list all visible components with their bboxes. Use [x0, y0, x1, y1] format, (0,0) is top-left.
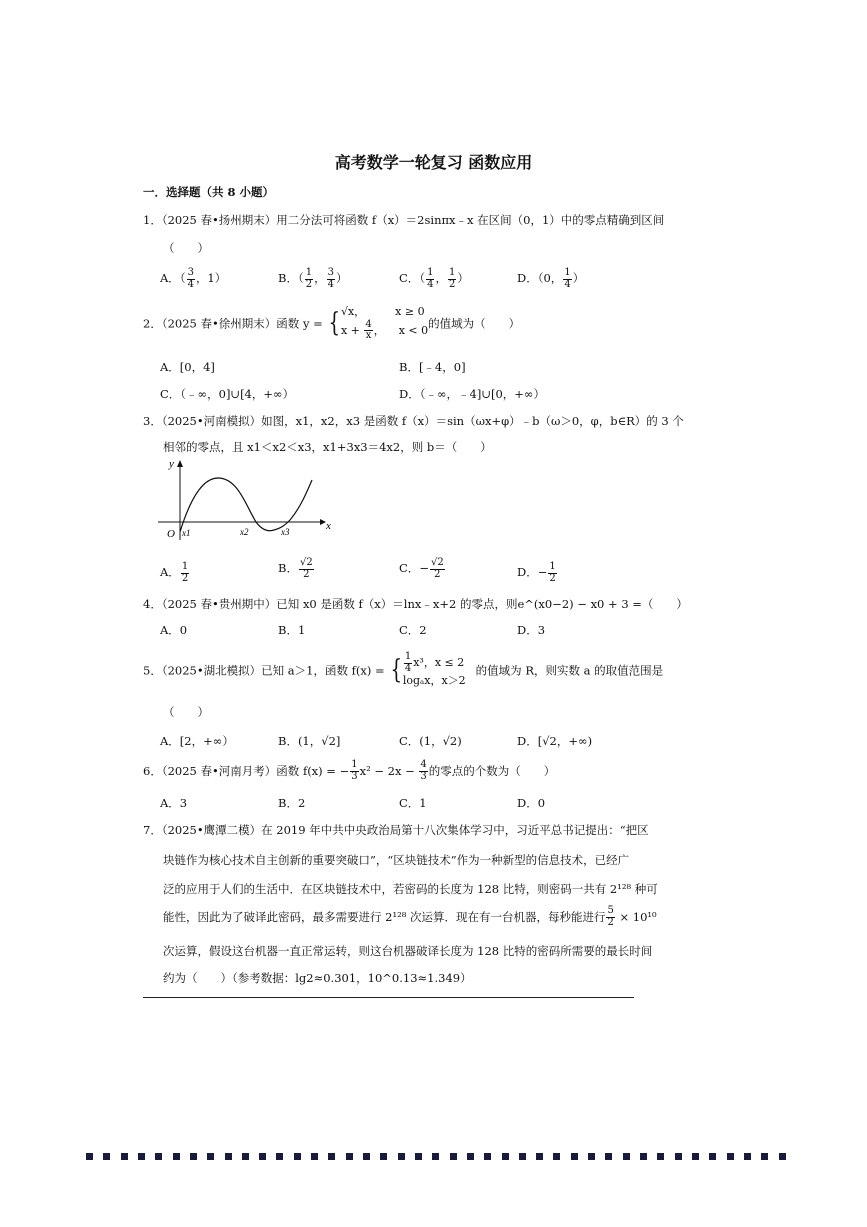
footer-dot	[605, 1153, 612, 1160]
footer-dot	[467, 1153, 474, 1160]
question-1-stem	[143, 212, 664, 228]
q1-blank: （ ）	[163, 241, 209, 255]
footer-dot	[207, 1153, 214, 1160]
footer-dot	[709, 1153, 716, 1160]
q3-stem-line-2: 相邻的零点，且 x1＜x2＜x3，x1+3x3＝4x2，则 b＝（ ）	[163, 440, 492, 454]
footer-dot	[328, 1153, 335, 1160]
footer-dot	[398, 1153, 405, 1160]
x1-label: x1	[182, 528, 191, 538]
footer-dot	[536, 1153, 543, 1160]
page-title: 高考数学一轮复习 函数应用	[334, 153, 533, 172]
q7-line-6: 约为（ ）（参考数据：lg2≈0.301，10^0.13≈1.349）	[163, 971, 472, 985]
x2-label: x2	[240, 527, 249, 537]
footer-dot	[761, 1153, 768, 1160]
footer-dot	[450, 1153, 457, 1160]
footer-dot	[155, 1153, 162, 1160]
q2-option-d[interactable]: D．（﹣∞，﹣4]∪[0，+∞）	[399, 387, 546, 401]
q1-option-a[interactable]: A．（ $\frac{3}{4}$ ，1）	[160, 267, 227, 290]
q4-option-c[interactable]: C．2	[399, 623, 427, 637]
x-axis-label: x	[326, 520, 331, 532]
q5-blank: （ ）	[163, 705, 209, 719]
footer-dot	[225, 1153, 232, 1160]
question-2-stem: 2．（2025 春•徐州期末）函数 y = { √x， x ≥ 0 x + $\frac{4}{x}$ ， x < 0 的值域为（ ）	[143, 305, 521, 342]
q7-line-5: 次运算，假设这台机器一直正常运转，则这台机器破译长度为 128 比特的密码所需要的最长时间	[163, 944, 653, 958]
footer-dot	[727, 1153, 734, 1160]
footer-dot	[744, 1153, 751, 1160]
q5-option-c[interactable]: C．(1，√2)	[399, 734, 462, 748]
x3-label: x3	[281, 527, 290, 537]
sine-curve	[180, 478, 312, 532]
q3-option-d[interactable]: D．− $\frac{1}{2}$	[517, 561, 556, 584]
q3-sine-graph	[150, 456, 335, 548]
footer-dot	[502, 1153, 509, 1160]
footer-dot	[415, 1153, 422, 1160]
footer-dot	[346, 1153, 353, 1160]
footer-dot	[571, 1153, 578, 1160]
footer-dot	[138, 1153, 145, 1160]
question-7-stem: 7．（2025•鹰潭二模）在 2019 年中共中央政治局第十八次集体学习中，习近平总书记提出：“把区	[143, 823, 649, 837]
footer-dot	[380, 1153, 387, 1160]
origin-label: O	[167, 528, 175, 540]
q3-option-a[interactable]: A． $\frac{1}{2}$	[160, 561, 189, 584]
footer-dot	[86, 1153, 93, 1160]
y-axis-label: y	[169, 458, 174, 470]
q4-option-a[interactable]: A．0	[160, 623, 188, 637]
q1-option-c[interactable]: C．（ $\frac{1}{4}$ ， $\frac{1}{2}$ ）	[399, 267, 469, 290]
q6-option-a[interactable]: A．3	[160, 796, 188, 810]
q3-option-c[interactable]: C．− $\frac{√2}{2}$	[399, 557, 444, 580]
footer-dot	[519, 1153, 526, 1160]
footer-dot-border	[86, 1153, 786, 1161]
footer-dot	[623, 1153, 630, 1160]
q2-option-a[interactable]: A．[0，4]	[160, 360, 215, 374]
footer-dot	[588, 1153, 595, 1160]
q5-option-a[interactable]: A．[2，+∞）	[160, 734, 234, 748]
q5-option-d[interactable]: D．[√2，+∞)	[517, 734, 593, 748]
footer-dot	[121, 1153, 128, 1160]
footer-dot	[363, 1153, 370, 1160]
footer-dot	[103, 1153, 110, 1160]
section-heading: 一．选择题（共 8 小题）	[143, 185, 275, 199]
q4-option-b[interactable]: B．1	[278, 623, 306, 637]
q6-option-d[interactable]: D．0	[517, 796, 546, 810]
q4-option-d[interactable]: D．3	[517, 623, 546, 637]
question-5-stem: 5．（2025•湖北模拟）已知 a＞1，函数 f(x) = { $\frac{1}{4}$ x³，x ≤ 2 logₐx，x＞2 的值域为 R，则实数 a 的取值范围是	[143, 651, 664, 687]
footer-dot	[779, 1153, 786, 1160]
footer-dot	[432, 1153, 439, 1160]
q5-option-b[interactable]: B．(1，√2]	[278, 734, 341, 748]
footer-dot	[259, 1153, 266, 1160]
footer-dot	[311, 1153, 318, 1160]
footer-dot	[675, 1153, 682, 1160]
question-4-stem: 4．（2025 春•贵州期中）已知 x0 是函数 f（x）＝lnx﹣x+2 的零点，则e^(x0−2) − x0 + 3 =（ ）	[143, 597, 688, 611]
q1-option-b[interactable]: B．（ $\frac{1}{2}$ ， $\frac{3}{4}$ ）	[278, 267, 348, 290]
footer-dot	[657, 1153, 664, 1160]
footer-dot	[692, 1153, 699, 1160]
footer-dot	[173, 1153, 180, 1160]
q7-line-4: 能性，因此为了破译此密码，最多需要进行 2¹²⁸ 次运算．现在有一台机器，每秒能进行 $\frac{5}{2}$ × 10¹⁰	[163, 905, 657, 928]
q2-option-b[interactable]: B．[﹣4，0]	[399, 360, 466, 374]
q6-option-b[interactable]: B．2	[278, 796, 306, 810]
y-axis-arrow	[177, 460, 183, 467]
page-divider	[143, 997, 634, 998]
footer-dot	[276, 1153, 283, 1160]
question-6-stem: 6．（2025 春•河南月考）函数 f(x) = − $\frac{1}{3}$ x² − 2x − $\frac{4}{3}$ 的零点的个数为（ ）	[143, 759, 556, 782]
footer-dot	[242, 1153, 249, 1160]
q7-line-2: 块链作为核心技术自主创新的重要突破口”，“区块链技术”作为一种新型的信息技术，已经广	[163, 853, 630, 867]
q1-option-d[interactable]: D．（0， $\frac{1}{4}$ ）	[517, 267, 585, 290]
q1-text: （2025 春•扬州期末）用二分法可将函数 f（x）＝2sinπx﹣x 在区间（0，1）中的零点精确到区间	[161, 213, 665, 227]
footer-dot	[484, 1153, 491, 1160]
q3-option-b[interactable]: B． $\frac{√2}{2}$	[278, 557, 313, 580]
footer-dot	[553, 1153, 560, 1160]
footer-dot	[640, 1153, 647, 1160]
footer-dot	[190, 1153, 197, 1160]
q2-option-c[interactable]: C．（﹣∞，0]∪[4，+∞）	[160, 387, 295, 401]
q6-option-c[interactable]: C．1	[399, 796, 427, 810]
q1-number: 1．	[143, 213, 162, 227]
question-3-stem: 3．（2025•河南模拟）如图，x1，x2，x3 是函数 f（x）＝sin（ωx+φ）﹣b（ω＞0，φ，b∈R）的 3 个	[143, 414, 684, 428]
footer-dot	[294, 1153, 301, 1160]
q7-line-3: 泛的应用于人们的生活中．在区块链技术中，若密码的长度为 128 比特，则密码一共有 2¹²⁸ 种可	[163, 882, 658, 896]
